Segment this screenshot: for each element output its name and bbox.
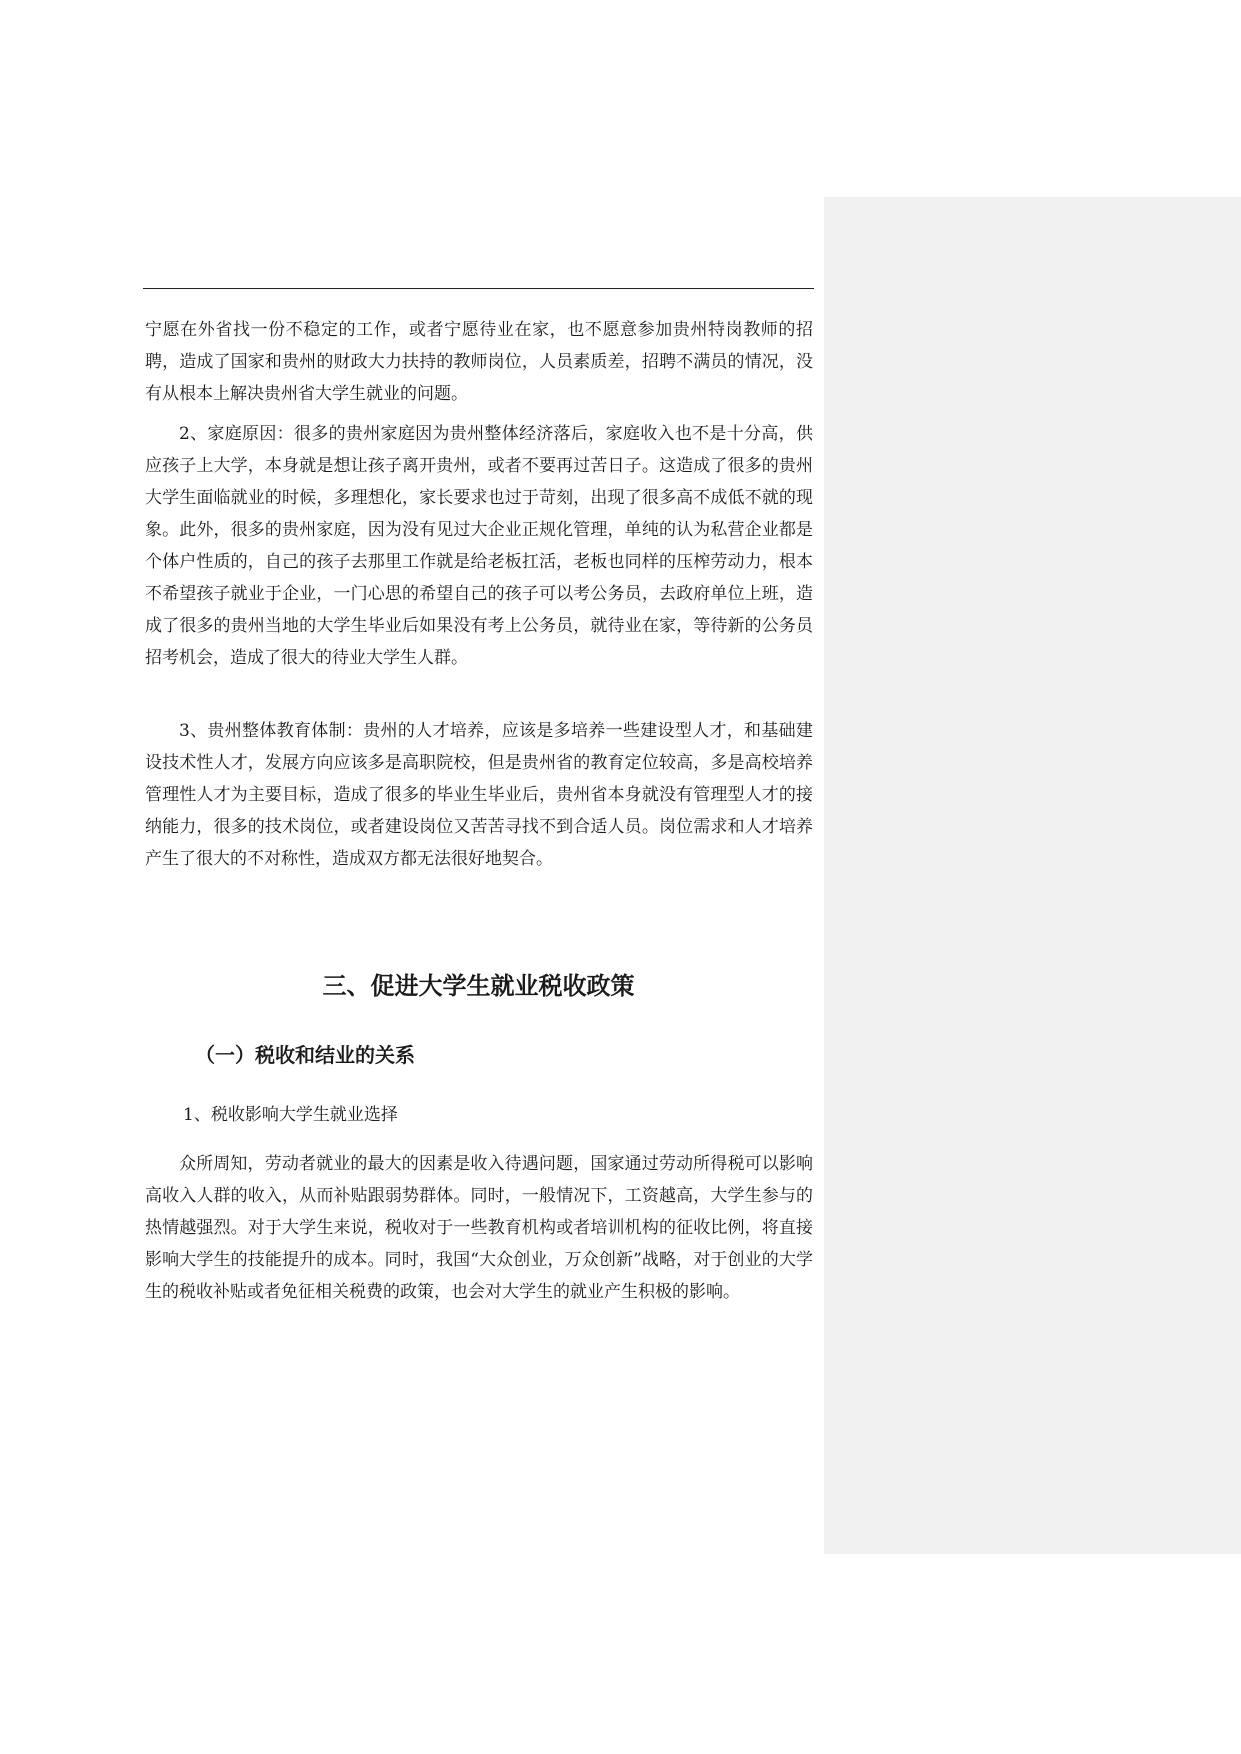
comment-margin-pane — [824, 197, 1241, 1554]
subsection-title: （一）税收和结业的关系 — [195, 1043, 415, 1067]
item-title: 1、税收影响大学生就业选择 — [183, 1105, 398, 1125]
body-paragraph: 宁愿在外省找一份不稳定的工作，或者宁愿待业在家，也不愿意参加贵州特岗教师的招聘，造成了国家和贵州的财政大力扶持的教师岗位，人员素质差，招聘不满员的情况，没有从根本上解决贵州省大学生就业的问题。 — [145, 320, 813, 404]
body-paragraph: 众所周知，劳动者就业的最大的因素是收入待遇问题，国家通过劳动所得税可以影响高收入人群的收入，从而补贴跟弱势群体。同时，一般情况下，工资越高，大学生参与的热情越强烈。对于大学生来说，税收对于一些教育机构或者培训机构的征收比例，将直接影响大学生的技能提升的成本。同时，我国“大众创业，万众创新”战略，对于创业的大学生的税收补贴或者免征相关税费的政策，也会对大学生的就业产生积极的影响。 — [145, 1154, 813, 1302]
body-paragraph: 2、家庭原因：很多的贵州家庭因为贵州整体经济落后，家庭收入也不是十分高，供应孩子上大学，本身就是想让孩子离开贵州，或者不要再过苦日子。这造成了很多的贵州大学生面临就业的时候，多理想化，家长要求也过于苛刻，出现了很多高不成低不就的现象。此外，很多的贵州家庭，因为没有见过大企业正规化管理，单纯的认为私营企业都是个体户性质的，自己的孩子去那里工作就是给老板扛活，老板也同样的压榨劳动力，根本不希望孩子就业于企业，一门心思的希望自己的孩子可以考公务员，去政府单位上班，造成了很多的贵州当地的大学生毕业后如果没有考上公务员，就待业在家，等待新的公务员招考机会，造成了很大的待业大学生人群。 — [145, 424, 813, 668]
header-rule — [143, 288, 814, 289]
body-paragraph: 3、贵州整体教育体制：贵州的人才培养，应该是多培养一些建设型人才，和基础建设技术性人才，发展方向应该多是高职院校，但是贵州省的教育定位较高，多是高校培养管理性人才为主要目标，造成了很多的毕业生毕业后，贵州省本身就没有管理型人才的接纳能力，很多的技术岗位，或者建设岗位又苦苦寻找不到合适人员。岗位需求和人才培养产生了很大的不对称性，造成双方都无法很好地契合。 — [145, 721, 813, 869]
section-title: 三、促进大学生就业税收政策 — [322, 972, 635, 1000]
